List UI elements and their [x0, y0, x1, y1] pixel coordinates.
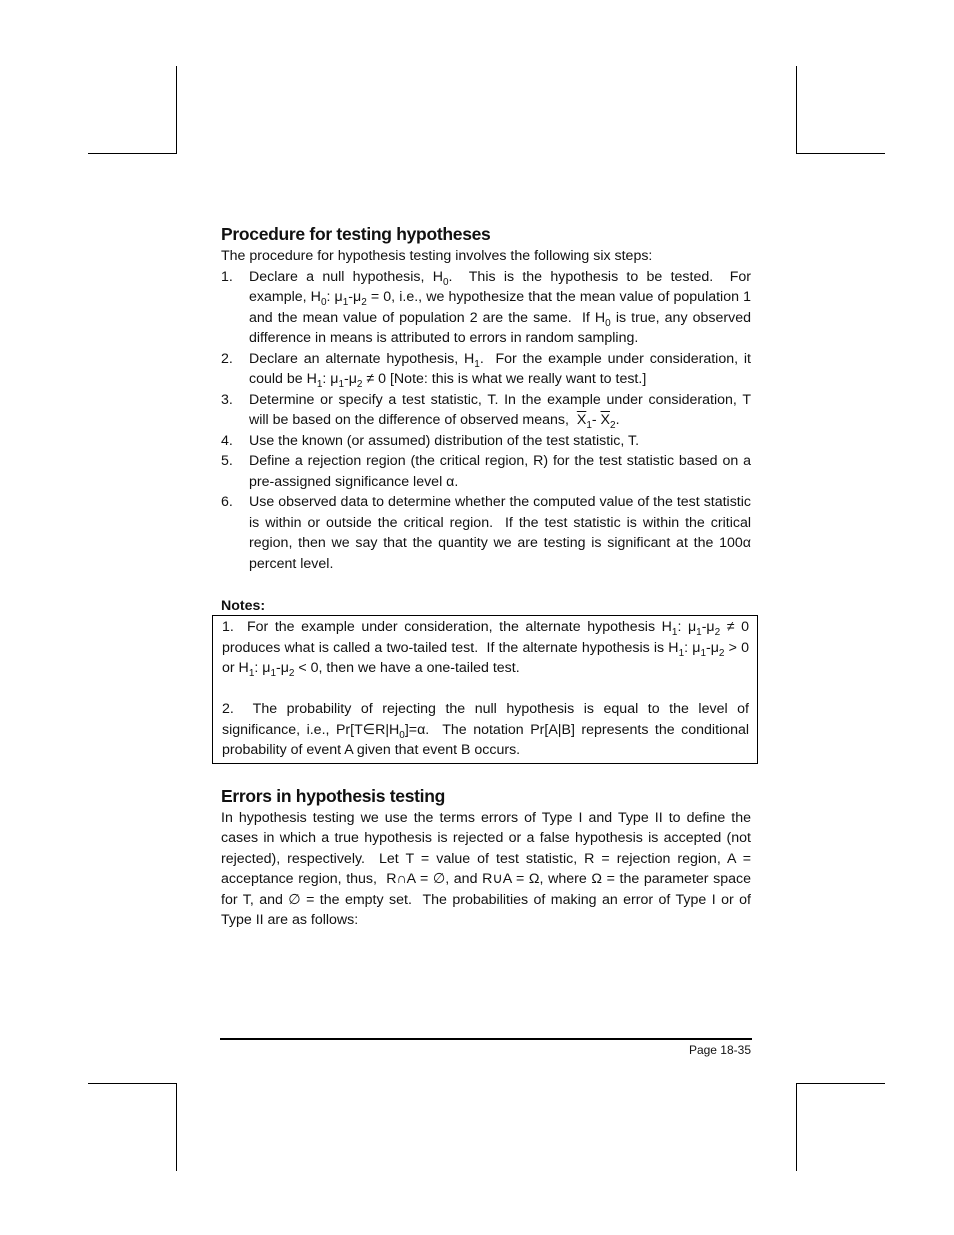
step-text: Declare a null hypothesis, $H_0$. This is the hypothesis to be tested. For example, $H_0$: $\mu_1-\mu_2 = 0$, i.e., we hypothesize that the mean value of population 1 and the mean value of population 2 are the same. If $H_0$ is true, any observed difference in means is attributed to errors in random sampling. — [249, 268, 751, 346]
crop-mark-top-left-vertical — [176, 66, 177, 154]
step-text: Define a rejection region (the critical region, R) for the test statistic based on a pre-assigned significance level α. — [249, 453, 751, 490]
step-text: Determine or specify a test statistic, T. In the example under consideration, T will be based on the difference of observed means, $\overline{X}_1-$ $\overline{X}_2$. — [249, 391, 751, 431]
crop-mark-bottom-left-vertical — [176, 1083, 177, 1171]
steps-list — [221, 267, 751, 575]
page-body — [221, 222, 751, 931]
step-number: 5. — [221, 453, 233, 469]
notes-title: Notes: — [221, 598, 266, 614]
note-paragraph: 2. The probability of rejecting the null hypothesis is equal to the level of significance, i.e., $Pr[T\in R|H_0]=\alpha$. The notation Pr[A|B] represents the conditional probability of event A given that event B occurs. — [222, 701, 750, 758]
step-text: Use the known (or assumed) distribution of the test statistic, T. — [249, 432, 640, 449]
note-paragraph: 1. For the example under consideration, the alternate hypothesis $H_1$: $\mu_1-\mu_2 \ne 0$ produces what is called a two-tailed test. If the alternate hypothesis is $H_1$: $\mu_1-\mu_2 > 0$ or $H_1$: $\mu_1-\mu_2 < 0$, then we have a one-tailed test. — [222, 619, 750, 679]
step-number: 3. — [221, 391, 233, 408]
page-number: Page 18-35 — [688, 1043, 751, 1057]
crop-mark-top-right-horizontal — [796, 153, 885, 154]
errors-body: In hypothesis testing we use the terms errors of Type I and Type II to define the cases in which a true hypothesis is rejected or a false hypothesis is accepted (not rejected), respectively. Let T = value of test statistic, R = rejection region, A = acceptance region, thus, R∩A = ∅, and R∪A = Ω, where Ω = the parameter space for T, and ∅ = the empty set. The probabilities of making an error of Type I or of Type II are as follows: — [221, 809, 751, 928]
step-item — [221, 349, 751, 390]
section-heading-errors: Errors in hypothesis testing — [221, 785, 446, 806]
step-item — [221, 267, 751, 349]
crop-mark-top-left-horizontal — [88, 153, 177, 154]
section-intro: The procedure for hypothesis testing involves the following six steps: — [221, 248, 653, 264]
section-heading-procedure: Procedure for testing hypotheses — [221, 224, 491, 244]
step-item — [221, 492, 751, 574]
step-number: 1. — [221, 268, 233, 285]
notes-box — [212, 615, 758, 764]
step-item — [221, 431, 751, 452]
step-text: Declare an alternate hypothesis, $H_1$. For the example under consideration, it could be $H_1$: $\mu_1-\mu_2 \ne 0$ [Note: this is what we really want to test.] — [249, 350, 751, 390]
crop-mark-bottom-right-vertical — [796, 1083, 797, 1171]
step-item — [221, 390, 751, 431]
step-number: 4. — [221, 432, 233, 449]
step-item — [221, 451, 751, 492]
step-text: Use observed data to determine whether the computed value of the test statistic is within or outside the critical region. If the test statistic is within the critical region, then we say that the quantity we are testing is significant at the 100α percent level. — [249, 494, 751, 572]
step-number: 2. — [221, 350, 233, 367]
crop-mark-top-right-vertical — [796, 66, 797, 154]
step-number: 6. — [221, 494, 233, 510]
crop-mark-bottom-left-horizontal — [88, 1083, 177, 1084]
crop-mark-bottom-right-horizontal — [796, 1083, 885, 1084]
footer-rule — [220, 1038, 752, 1040]
errors-section — [221, 784, 751, 931]
